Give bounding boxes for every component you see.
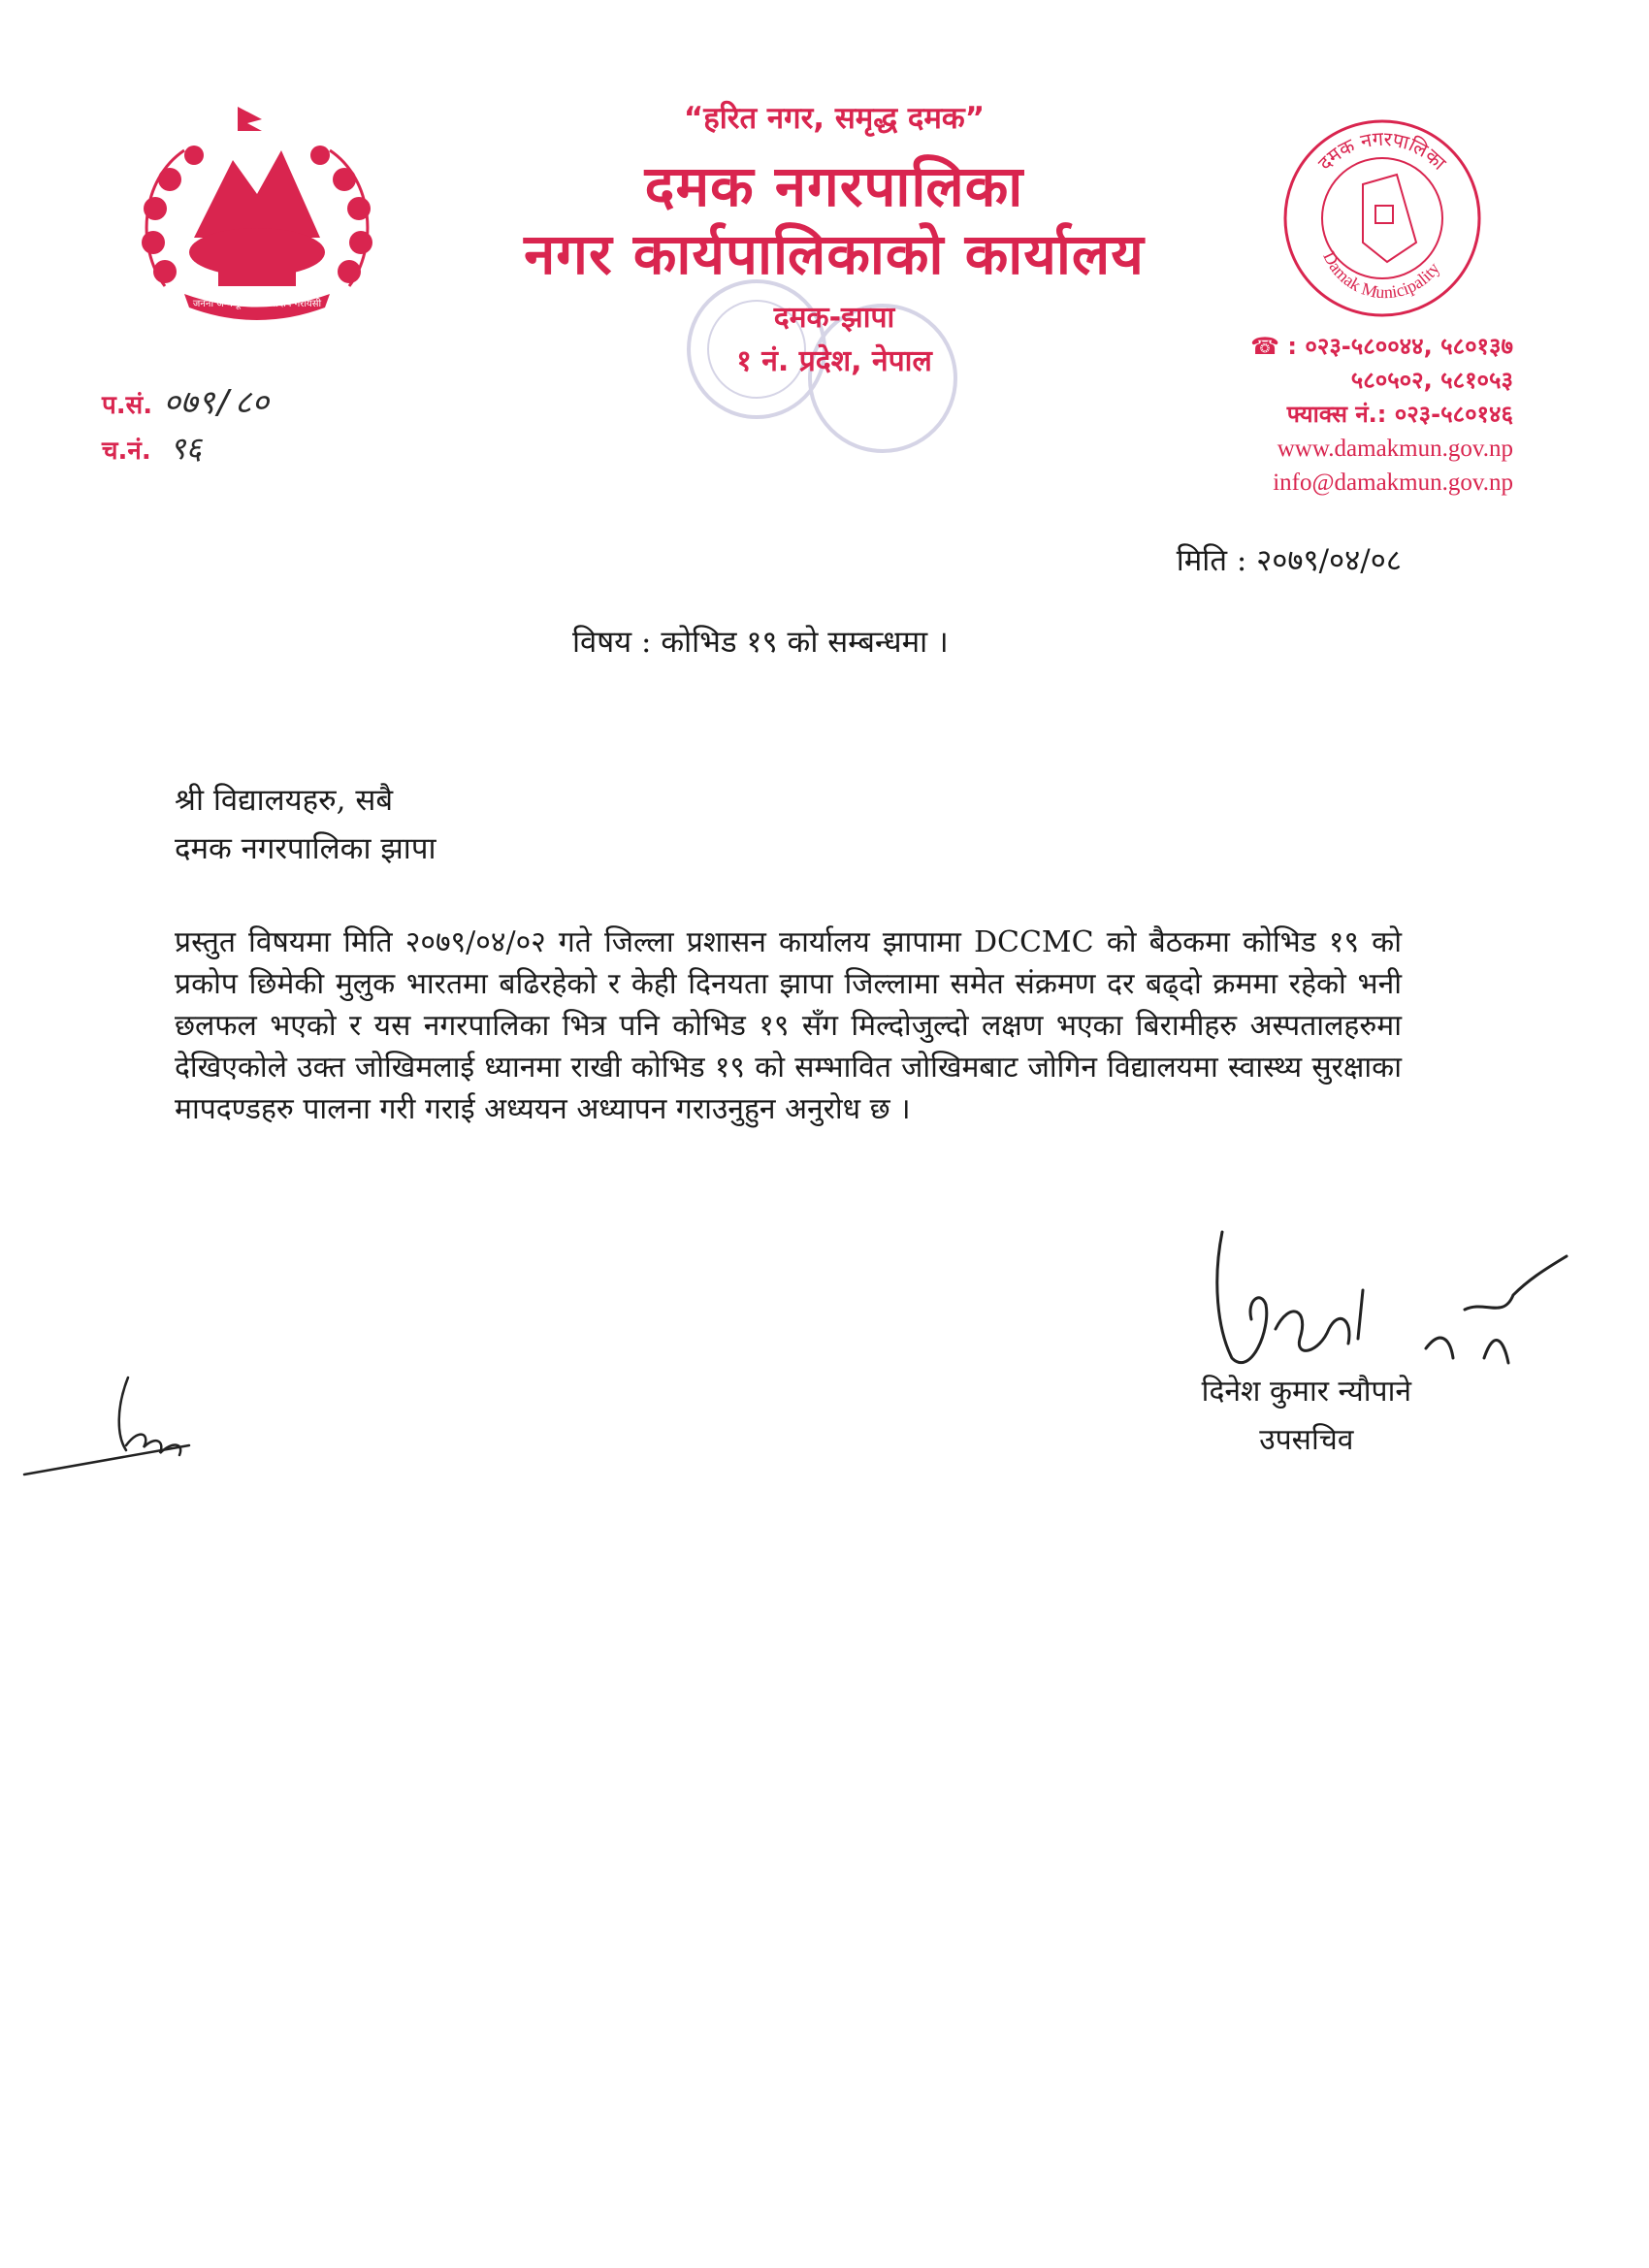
website-text: www.damakmun.gov.np (1277, 436, 1513, 462)
reference-ps (102, 378, 269, 423)
cn-label: च.नं. (102, 437, 151, 466)
emblem-caption: जननी जन्मभूमिश्च स्वर्गादपि गरीयसी (192, 299, 322, 309)
email-text: info@damakmun.gov.np (1273, 470, 1513, 496)
office-subtitle: नगर कार्यपालिकाको कार्यालय (524, 221, 1145, 287)
office-address-province: १ नं. प्रदेश, नेपाल (736, 344, 932, 378)
letter-body: प्रस्तुत विषयमा मिति २०७९/०४/०२ गते जिल्ला प्रशासन कार्यालय झापामा DCCMC को बैठकमा कोभिड १९ को प्रकोप छिमेकी मुलुक भारतमा बढिरहेको र केही दिनयता झापा जिल्लामा समेत संक्रमण दर बढ्दो क्रममा रहेको भनी छलफल भएको र यस नगरपालिका भित्र पनि कोभिड १९ सँग मिल्दोजुल्दो लक्षण भएका बिरामीहरु अस्पतालहरुमा देखिएकोले उक्त जोखिमलाई ध्यानमा राखी कोभिड १९ को सम्भावित जोखिमबाट जोगिन विद्यालयमा स्वास्थ्य सुरक्षाका मापदण्डहरु पालना गरी गराई अध्ययन अध्यापन गराउनुहुन अनुरोध छ । (175, 925, 1402, 1126)
office-address-city: दमक-झापा (773, 301, 895, 335)
letter-date: मिति : २०७९/०४/०८ (1176, 543, 1402, 578)
addressee-line-2: दमक नगरपालिका झापा (175, 831, 436, 866)
municipality-seal (1280, 116, 1484, 320)
national-emblem-logo (126, 102, 388, 325)
seal-text-english: Damak Municipality (1319, 248, 1444, 303)
contact-block (1250, 330, 1513, 500)
signatory-block (1202, 1368, 1411, 1465)
letter-subject: विषय : कोभिड १९ को सम्बन्धमा । (572, 625, 949, 660)
ps-label: प.सं. (102, 391, 153, 420)
seal-text-nepali: दमक नगरपालिका (1312, 126, 1451, 176)
phone-line-1: ☎ : ०२३-५८००४४, ५८०१३७ (1250, 333, 1513, 360)
margin-initials (19, 1368, 204, 1484)
reference-cn (102, 427, 202, 469)
signatory-title: उपसचिव (1259, 1423, 1354, 1457)
fax-line: फ्याक्स नं.: ०२३-५८०१४६ (1286, 401, 1513, 428)
letterhead-slogan: “हरित नगर, समृद्ध दमक” (683, 101, 986, 136)
addressee-block (175, 776, 436, 873)
addressee-line-1: श्री विद्यालयहरु, सबै (175, 783, 394, 818)
cn-value: ९६ (169, 430, 203, 467)
ps-value: ०७९/८० (163, 383, 270, 422)
signatory-name: दिनेश कुमार न्यौपाने (1201, 1375, 1411, 1409)
phone-line-2: ५८०५०२, ५८१०५३ (1350, 367, 1513, 394)
office-name: दमक नगरपालिका (644, 153, 1024, 219)
